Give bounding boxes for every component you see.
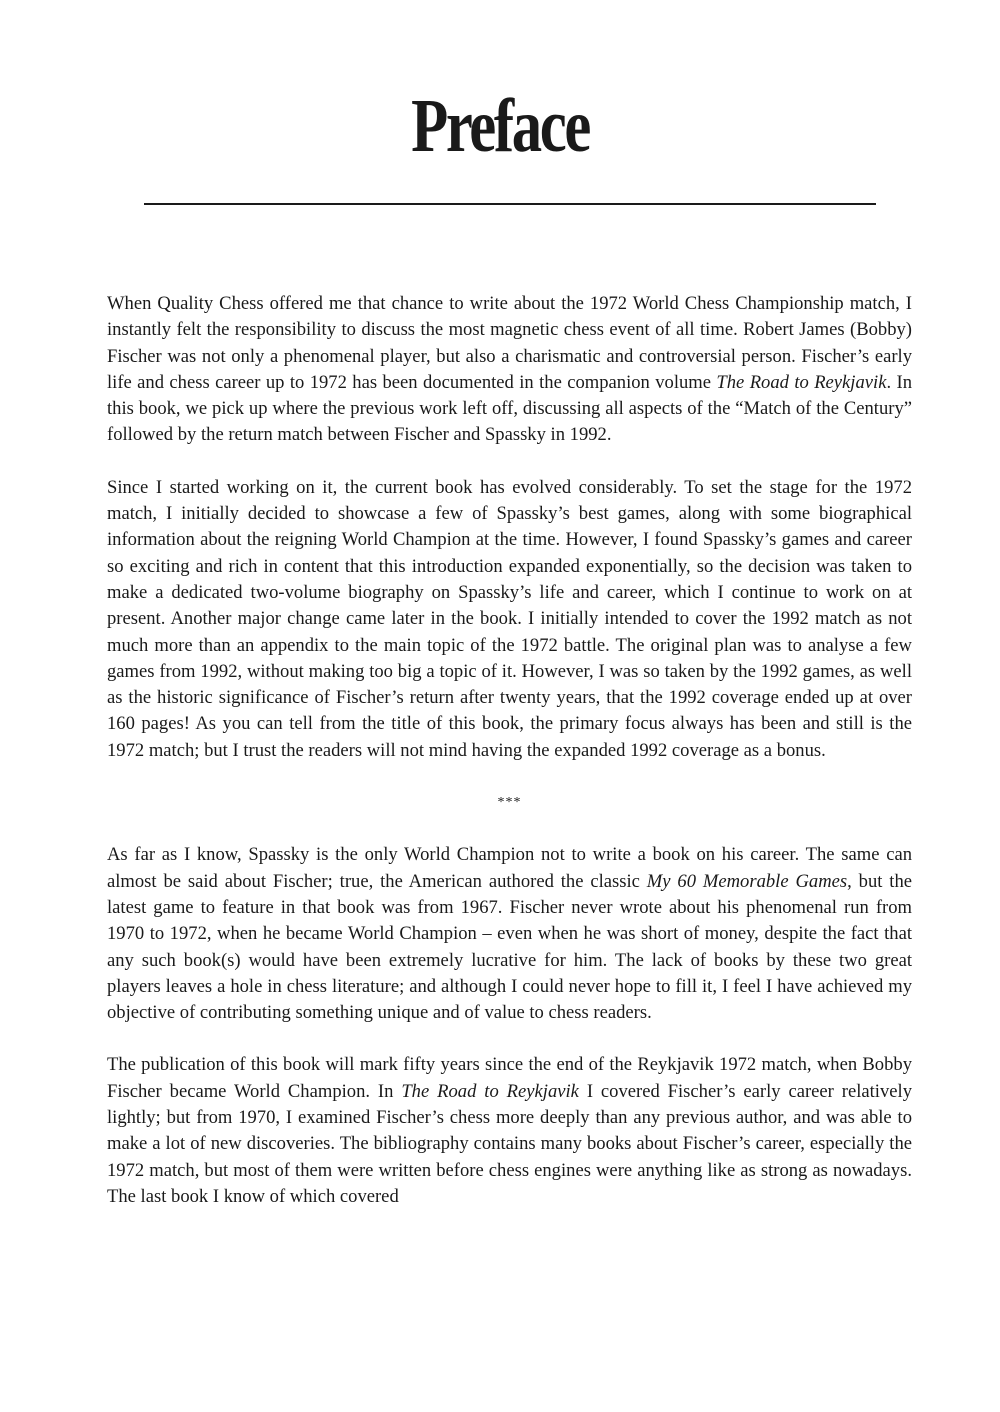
paragraph-text: Since I started working on it, the current book has evolved considerably. To set the stage for the 1972 match, I initially decided to showcase a few of Spassky’s best games, along with some biographical information about the reigning World Champion at the time. However, I found Spassky’s games and career so exciting and rich in content that this introduction expanded exponentially, so the decision was taken to make a dedicated two-volume biography on Spassky’s life and career, which I continue to work on at present. Another major change came later in the book. I initially intended to cover the 1992 match as not much more than an appendix to the main topic of the 1972 battle. The original plan was to analyse a few games from 1992, without making too big a topic of it. However, I was so taken by the 1992 games, as well as the historic significance of Fischer’s return after twenty years, that the 1992 coverage ended up at over 160 pages! As you can tell from the title of this book, the primary focus always has been and still is the 1972 match; but I trust the readers will not mind having the expanded 1992 coverage as a bonus. <box>107 476 912 761</box>
book-title-italic: The Road to Reykjavik <box>716 371 887 393</box>
title-divider <box>144 203 876 205</box>
page-title: Preface <box>411 84 589 168</box>
preface-body <box>107 291 912 1210</box>
paragraph-text: The publication of this book will mark fifty years since the end of the Reykjavik 1972 match, when Bobby Fischer became World Champion. In <box>107 1054 912 1102</box>
section-separator: *** <box>497 795 522 811</box>
body-paragraph <box>107 842 912 1026</box>
book-title-italic: The Road to Reykjavik <box>401 1080 579 1102</box>
paragraph-text: , but the latest game to feature in that book was from 1967. Fischer never wrote about his phenomenal run from 1970 to 1972, when he became World Champion – even when he was short of money, despite the fact that any such book(s) would have been extremely lucrative for him. The lack of books by these two great players leaves a hole in chess literature; and although I could never hope to fill it, I feel I have achieved my objective of contributing something unique and of value to chess readers. <box>107 870 912 1024</box>
paragraph-text: . In this book, we pick up where the previous work left off, discussing all aspects of the “Match of the Century” followed by the return match between Fischer and Spassky in 1992. <box>107 371 912 446</box>
body-paragraph <box>107 1052 912 1210</box>
body-paragraph <box>107 475 912 764</box>
paragraph-text: When Quality Chess offered me that chance to write about the 1972 World Chess Championship match, I instantly felt the responsibility to discuss the most magnetic chess event of all time. Robert James (Bobby) Fischer was not only a phenomenal player, but also a charismatic and controversial person. Fischer’s early life and chess career up to 1972 has been documented in the companion volume <box>107 293 912 393</box>
paragraph-text: As far as I know, Spassky is the only World Champion not to write a book on his career. The same can almost be said about Fischer; true, the American authored the classic <box>107 844 912 892</box>
book-title-italic: My 60 Memorable Games <box>646 870 848 892</box>
paragraph-text: I covered Fischer’s early career relatively lightly; but from 1970, I examined Fischer’s chess more deeply than any previous author, and was able to make a lot of new discoveries. The bibliography contains many books about Fischer’s career, especially the 1972 match, but most of them were written before chess engines were anything like as strong as nowadays. The last book I know of which covered <box>107 1080 912 1207</box>
body-paragraph <box>107 291 912 449</box>
